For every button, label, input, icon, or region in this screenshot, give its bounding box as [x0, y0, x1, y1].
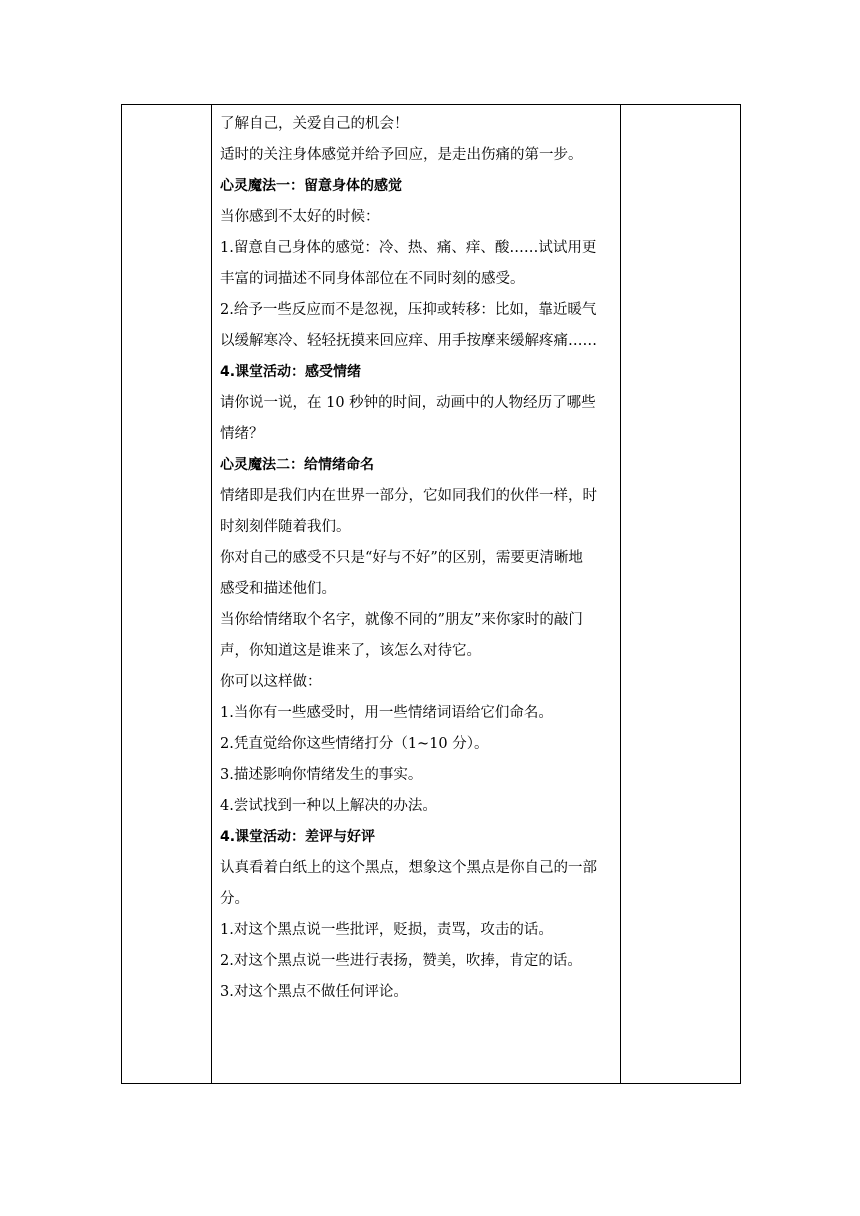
section-heading: 心灵魔法一：留意身体的感觉 — [220, 178, 402, 194]
content-cell — [212, 105, 621, 1084]
text-line: 感受和描述他们。 — [220, 581, 336, 597]
text-line: 当你感到不太好的时候： — [220, 209, 380, 225]
text-line: 情绪？ — [220, 426, 264, 442]
text-line: 情绪即是我们内在世界一部分，它如同我们的伙伴一样，时 — [220, 488, 597, 504]
right-empty-cell — [621, 105, 741, 1084]
section-heading: 4.课堂活动：感受情绪 — [220, 364, 362, 380]
left-empty-cell — [122, 105, 212, 1084]
text-line: 你对自己的感受不只是“好与不好”的区别，需要更清晰地 — [220, 550, 583, 566]
text-line: 2.给予一些反应而不是忽视，压抑或转移：比如，靠近暖气 — [220, 302, 597, 318]
text-line: 1.留意自己身体的感觉：冷、热、痛、痒、酸……试试用更 — [220, 240, 597, 256]
text-line: 声，你知道这是谁来了，该怎么对待它。 — [220, 643, 481, 659]
text-line: 4.尝试找到一种以上解决的办法。 — [220, 798, 437, 814]
text-line: 分。 — [220, 891, 249, 907]
section-heading: 心灵魔法二：给情绪命名 — [220, 457, 374, 473]
section-heading: 4.课堂活动：差评与好评 — [220, 829, 376, 845]
lesson-table — [121, 104, 741, 1084]
text-line: 认真看着白纸上的这个黑点，想象这个黑点是你自己的一部 — [220, 860, 597, 876]
table-row — [122, 105, 741, 1084]
text-line: 丰富的词描述不同身体部位在不同时刻的感受。 — [220, 271, 525, 287]
text-line: 你可以这样做： — [220, 674, 322, 690]
text-line: 请你说一说，在 10 秒钟的时间，动画中的人物经历了哪些 — [220, 395, 596, 411]
text-line: 2.凭直觉给你这些情绪打分（1~10 分）。 — [220, 736, 489, 752]
text-line: 以缓解寒冷、轻轻抚摸来回应痒、用手按摩来缓解疼痛…… — [220, 333, 597, 349]
text-line: 3.描述影响你情绪发生的事实。 — [220, 767, 423, 783]
text-line: 2.对这个黑点说一些进行表扬，赞美，吹捧，肯定的话。 — [220, 953, 582, 969]
text-line: 3.对这个黑点不做任何评论。 — [220, 984, 408, 1000]
text-line: 1.当你有一些感受时，用一些情绪词语给它们命名。 — [220, 705, 553, 721]
text-line: 当你给情绪取个名字，就像不同的”朋友”来你家时的敲门 — [220, 612, 583, 628]
content-text-block — [212, 105, 620, 1008]
text-line: 了解自己，关爱自己的机会！ — [220, 116, 409, 132]
text-line: 1.对这个黑点说一些批评，贬损，责骂，攻击的话。 — [220, 922, 553, 938]
text-line: 时刻刻伴随着我们。 — [220, 519, 351, 535]
text-line: 适时的关注身体感觉并给予回应，是走出伤痛的第一步。 — [220, 147, 583, 163]
